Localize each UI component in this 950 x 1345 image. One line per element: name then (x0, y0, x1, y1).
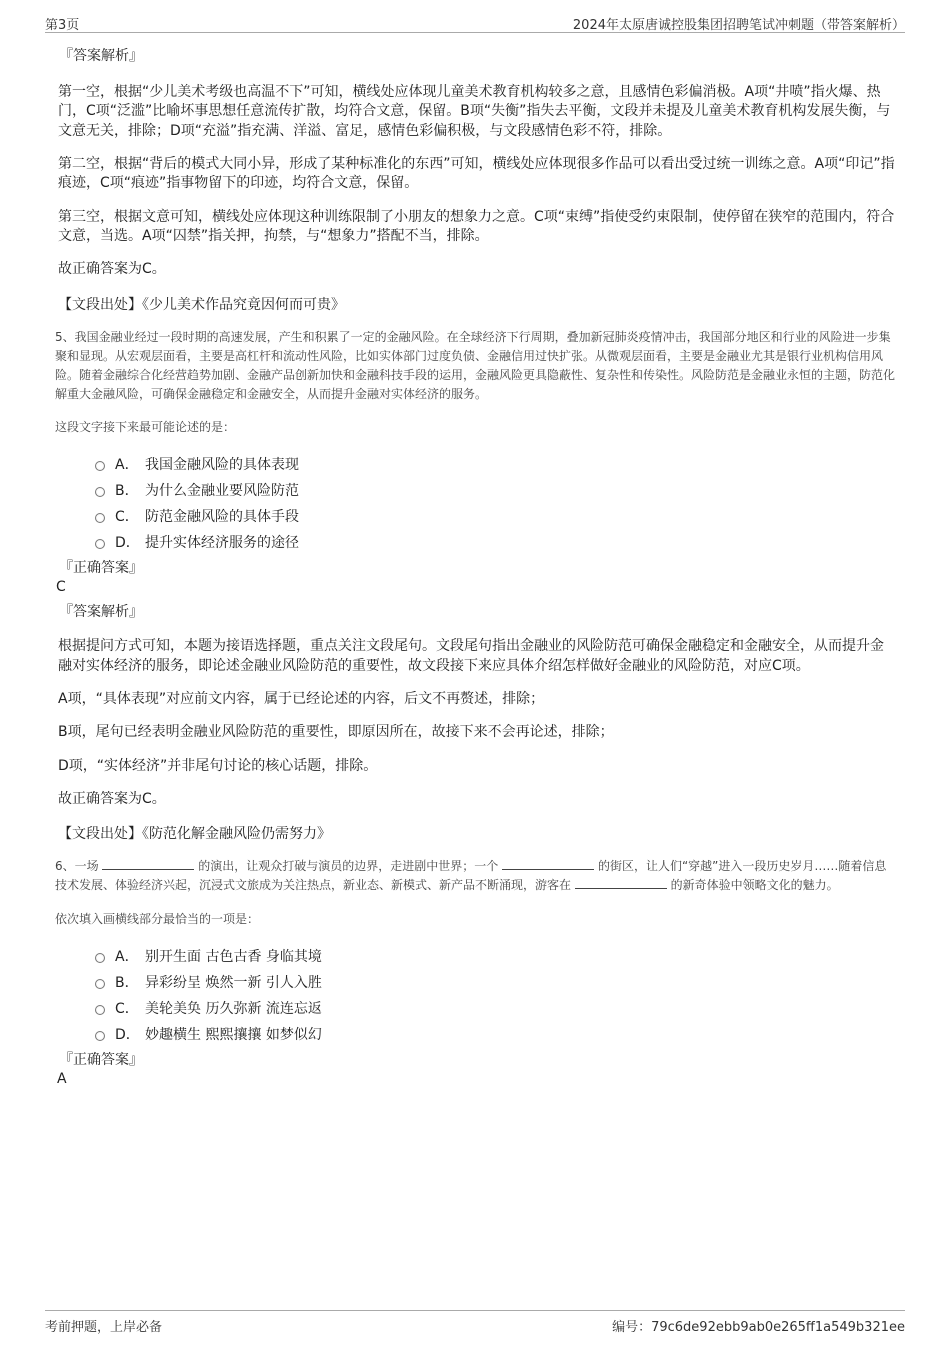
question-5-prompt: 这段文字接下来最可能论述的是： (55, 420, 236, 435)
option-letter: B． (115, 974, 139, 991)
option-text: 为什么金融业要风险防范 (145, 483, 299, 500)
text-part: 6、一场 (55, 859, 99, 874)
correct-answer-tag: 『正确答案』 (59, 560, 143, 577)
radio-icon[interactable] (95, 513, 105, 523)
page-content (55, 45, 897, 1093)
source-citation: 【文段出处】《防范化解金融风险仍需努力》 (58, 826, 331, 843)
question-5-text: 5、我国金融业经过一段时期的高速发展，产生和积累了一定的金融风险。在全球经济下行周期，叠加新冠肺炎疫情冲击，我国部分地区和行业的风险进一步集聚和显现。从宏观层面看，主要是高杠杆和流动性风险，比如实体部门过度负债、金融信用过快扩张。从微观层面看，主要是金融业尤其是银行业机构信用风险。随着金融综合化经营趋势加剧、金融产品创新加快和金融科技手段的运用，金融风险更具隐蔽性、复杂性和传染性。风险防范是金融业永恒的主题，防范化解重大金融风险，可确保金融稳定和金融安全，从而提升金融对实体经济的服务。 (55, 329, 896, 402)
question-5-options (95, 451, 897, 555)
radio-icon[interactable] (95, 953, 105, 963)
analysis-conclusion: 故正确答案为C。 (58, 261, 166, 278)
correct-answer: C (56, 579, 66, 596)
analysis-tag: 『答案解析』 (59, 48, 143, 64)
option-c[interactable] (95, 995, 897, 1021)
analysis-paragraph: D项，“实体经济”并非尾句讨论的核心话题，排除。 (58, 757, 378, 774)
analysis-conclusion: 故正确答案为C。 (58, 790, 166, 807)
radio-icon[interactable] (95, 1031, 105, 1041)
option-text: 妙趣横生 熙熙攘攘 如梦似幻 (145, 1026, 322, 1043)
option-text: 防范金融风险的具体手段 (145, 509, 299, 526)
option-letter: C． (115, 509, 139, 526)
option-d[interactable] (95, 1021, 897, 1047)
document-title: 2024年太原唐诚控股集团招聘笔试冲刺题（带答案解析） (572, 18, 905, 33)
option-letter: C． (115, 1000, 139, 1017)
question-6-text (55, 857, 897, 895)
option-letter: B． (115, 483, 139, 500)
page-footer (45, 1310, 905, 1335)
analysis-paragraph: 第一空，根据“少儿美术考级也高温不下”可知，横线处应体现儿童美术教育机构较多之意，且感情色彩偏消极。A项“井喷”指火爆、热门，C项“泛滥”比喻坏事思想任意流传扩散，均符合文意，保留。B项“失衡”指失去平衡，文段并未提及儿童美术教育机构发展失衡，与文意无关，排除；D项“充溢”指充满、洋溢、富足，感情色彩偏积极，与文段感情色彩不符，排除。 (58, 84, 891, 139)
page-number: 第3页 (45, 18, 80, 33)
question-6-prompt: 依次填入画横线部分最恰当的一项是： (55, 911, 260, 926)
correct-answer: A (57, 1070, 67, 1087)
option-text: 美轮美奂 历久弥新 流连忘返 (145, 1000, 322, 1017)
option-text: 异彩纷呈 焕然一新 引人入胜 (145, 974, 322, 991)
analysis-tag: 『答案解析』 (59, 604, 143, 621)
option-text: 提升实体经济服务的途径 (145, 535, 299, 552)
analysis-paragraph: B项，尾句已经表明金融业风险防范的重要性，即原因所在，故接下来不会再论述，排除； (58, 724, 614, 741)
source-citation: 【文段出处】《少儿美术作品究竟因何而可贵》 (58, 296, 345, 313)
fill-blank (502, 859, 594, 870)
option-c[interactable] (95, 503, 897, 529)
page-header (45, 12, 905, 33)
analysis-paragraph: 第三空，根据文意可知，横线处应体现这种训练限制了小朋友的想象力之意。C项“束缚”指使受约束限制，使停留在狭窄的范围内，符合文意，当选。A项“囚禁”指关押，拘禁，与“想象力”搭配不当，排除。 (58, 208, 895, 244)
analysis-paragraph: A项，“具体表现”对应前文内容，属于已经论述的内容，后文不再赘述，排除； (58, 690, 545, 707)
radio-icon[interactable] (95, 461, 105, 471)
text-part: 的演出，让观众打破与演员的边界，走进剧中世界；一个 (198, 859, 499, 874)
option-a[interactable] (95, 451, 897, 477)
text-part: 的新奇体验中领略文化的魅力。 (670, 878, 839, 893)
radio-icon[interactable] (95, 979, 105, 989)
option-letter: D． (115, 1026, 140, 1043)
option-b[interactable] (95, 969, 897, 995)
option-d[interactable] (95, 529, 897, 555)
option-b[interactable] (95, 477, 897, 503)
fill-blank (575, 878, 667, 889)
radio-icon[interactable] (95, 487, 105, 497)
footer-slogan: 考前押题，上岸必备 (45, 1320, 163, 1335)
analysis-paragraph: 根据提问方式可知，本题为接语选择题，重点关注文段尾句。文段尾句指出金融业的风险防范可确保金融稳定和金融安全，从而提升金融对实体经济的服务，即论述金融业风险防范的重要性，故文段接下来应具体介绍怎样做好金融业的风险防范，对应C项。 (58, 638, 884, 674)
text-part: 的街区，让人们“穿越”进入一段历史岁月……随着信息技术发展、体验经济兴起，沉浸式文旅成为关注热点，新业态、新模式、新产品不断涌现，游客在 (55, 859, 887, 893)
correct-answer-tag: 『正确答案』 (59, 1051, 143, 1068)
option-text: 我国金融风险的具体表现 (145, 457, 299, 474)
document-id: 编号：79c6de92ebb9ab0e265ff1a549b321ee (612, 1320, 905, 1335)
option-letter: D． (115, 535, 140, 552)
analysis-paragraph: 第二空，根据“背后的模式大同小异，形成了某种标准化的东西”可知，横线处应体现很多作品可以看出受过统一训练之意。A项“印记”指痕迹，C项“痕迹”指事物留下的印迹，均符合文意，保留。 (58, 155, 895, 192)
radio-icon[interactable] (95, 1005, 105, 1015)
option-a[interactable] (95, 943, 897, 969)
option-letter: A． (115, 457, 139, 474)
option-letter: A． (115, 948, 139, 965)
fill-blank (102, 859, 194, 870)
option-text: 别开生面 古色古香 身临其境 (145, 948, 322, 965)
radio-icon[interactable] (95, 539, 105, 549)
question-6-options (95, 943, 897, 1047)
